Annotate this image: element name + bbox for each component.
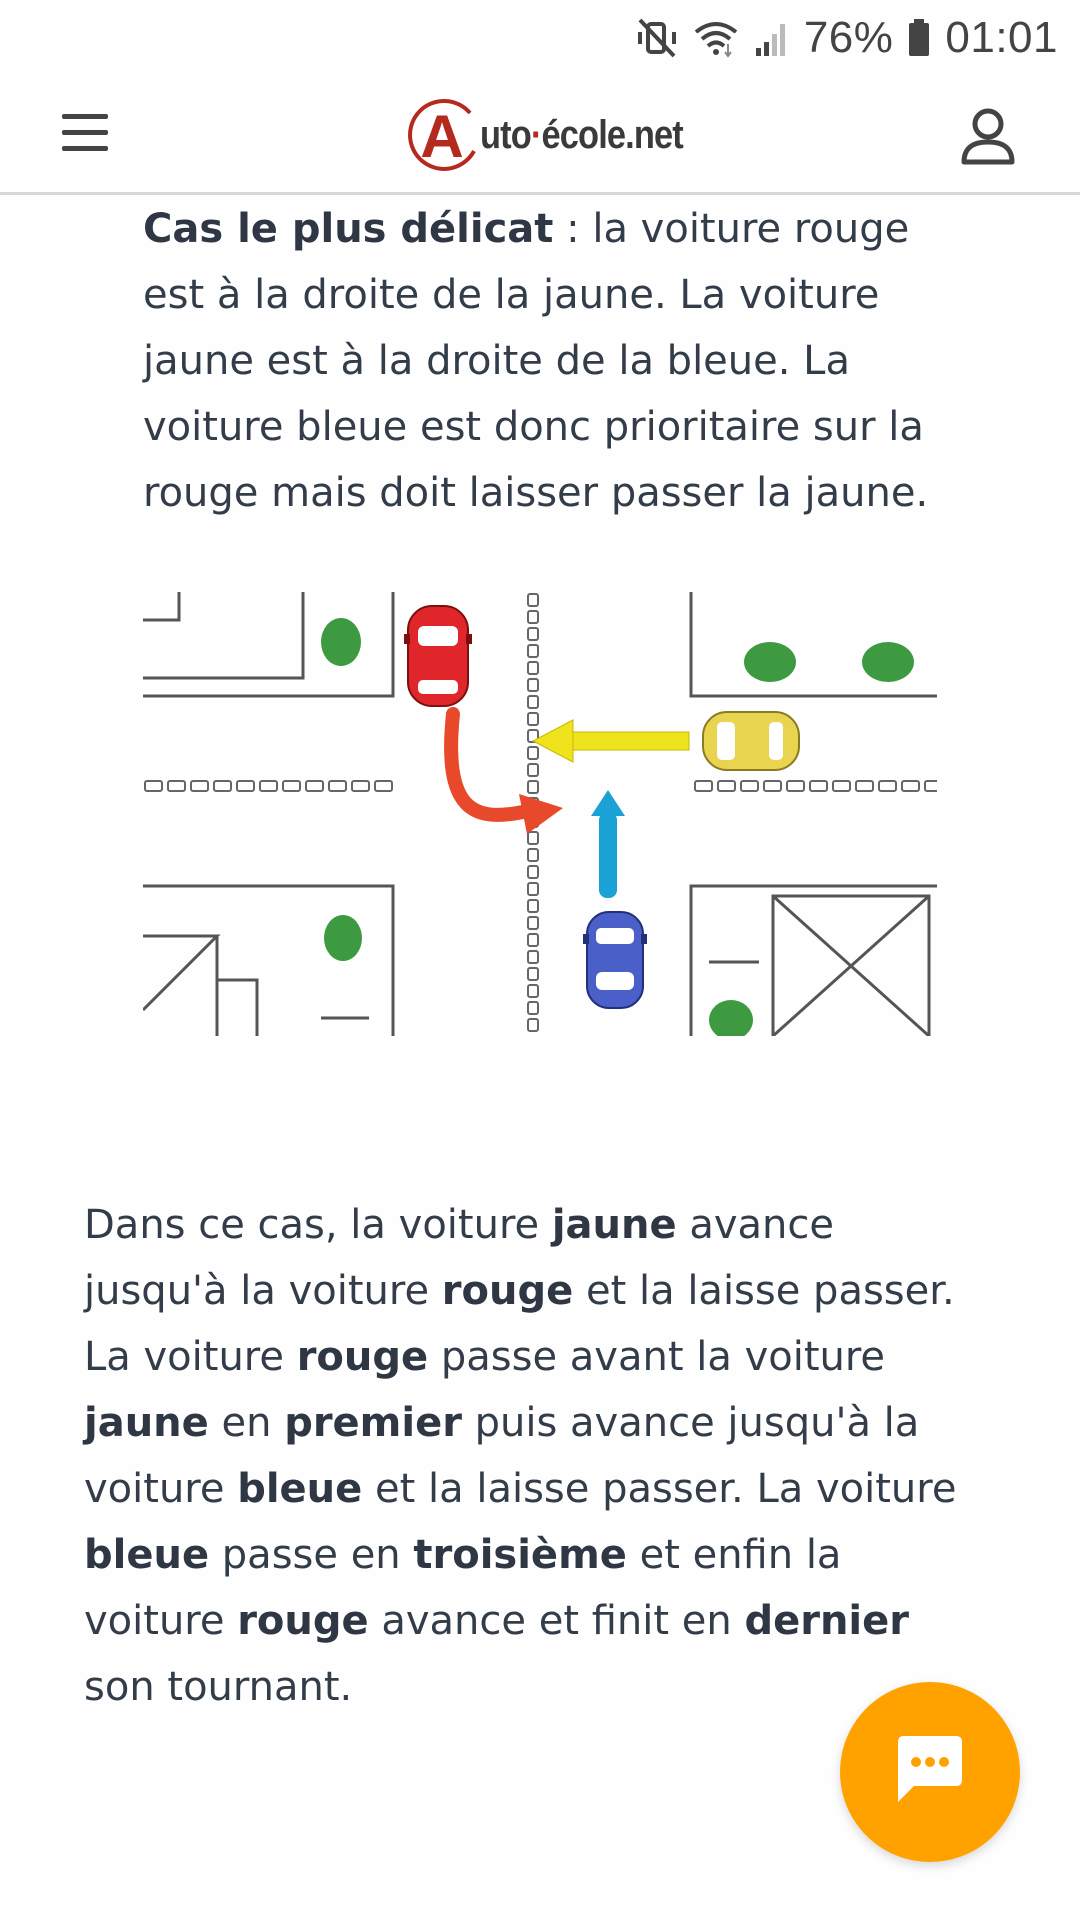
tree-icon xyxy=(744,642,796,682)
intersection-illustration xyxy=(143,590,937,1036)
wifi-icon xyxy=(692,18,740,58)
text-run: avance et finit en xyxy=(368,1598,745,1644)
text-run: et la laisse passer. La voiture xyxy=(84,1268,955,1380)
chat-button[interactable] xyxy=(840,1682,1020,1862)
bold-keyword: rouge xyxy=(441,1268,574,1314)
tree-icon xyxy=(324,915,362,961)
bold-keyword: bleue xyxy=(237,1466,363,1512)
clock: 01:01 xyxy=(945,13,1058,62)
hamburger-menu-icon[interactable] xyxy=(62,114,118,158)
tree-icon xyxy=(862,642,914,682)
yellow-car-icon xyxy=(703,712,799,770)
chat-bubble-icon xyxy=(892,1734,968,1810)
mute-vibrate-icon xyxy=(636,18,678,58)
logo-a-circle-icon xyxy=(400,93,484,177)
logo-text: uto·école.net xyxy=(480,112,683,157)
tree-icon xyxy=(321,618,361,666)
user-account-icon[interactable] xyxy=(958,104,1018,168)
bold-keyword: jaune xyxy=(551,1202,677,1248)
blue-car-icon xyxy=(583,912,647,1008)
text-run: avance jusqu'à la voiture xyxy=(84,1202,835,1314)
blue-arrow-icon xyxy=(591,790,625,816)
site-logo[interactable] xyxy=(400,90,716,180)
text-run: en xyxy=(208,1400,285,1446)
text-run: puis avance jusqu'à la voiture xyxy=(84,1400,920,1512)
bold-keyword: rouge xyxy=(296,1334,429,1380)
bold-keyword: troisième xyxy=(413,1532,627,1578)
red-car-icon xyxy=(404,606,472,706)
bold-keyword: dernier xyxy=(744,1598,909,1644)
text-run: et enfin la voiture xyxy=(84,1532,842,1644)
tree-icon xyxy=(709,1000,753,1036)
signal-icon xyxy=(754,18,790,58)
paragraph-explanation xyxy=(143,196,943,526)
battery-icon xyxy=(907,18,931,58)
bold-keyword: premier xyxy=(284,1400,462,1446)
bold-keyword: bleue xyxy=(84,1532,210,1578)
text-run: son tournant. xyxy=(84,1664,353,1710)
bold-keyword: jaune xyxy=(84,1400,209,1446)
bold-keyword: Cas le plus délicat xyxy=(143,206,554,252)
battery-percent: 76% xyxy=(803,13,894,62)
text-run: passe avant la voiture xyxy=(428,1334,886,1380)
text-run: passe en xyxy=(209,1532,414,1578)
status-bar xyxy=(0,0,1080,76)
red-arrow-icon xyxy=(451,714,523,815)
text-run: Dans ce cas, la voiture xyxy=(84,1202,552,1248)
paragraph-order xyxy=(84,1192,964,1720)
text-run: : la voiture rouge est à la droite de la jaune. La voiture jaune est à la droite de la bleue. La voiture bleue est donc prioritaire sur la rouge mais doit laisser passer la jaune. xyxy=(143,206,929,516)
text-run: et la laisse passer. La voiture xyxy=(362,1466,957,1512)
bold-keyword: rouge xyxy=(237,1598,369,1644)
logo-letter: A xyxy=(420,103,464,170)
app-header xyxy=(0,76,1080,195)
